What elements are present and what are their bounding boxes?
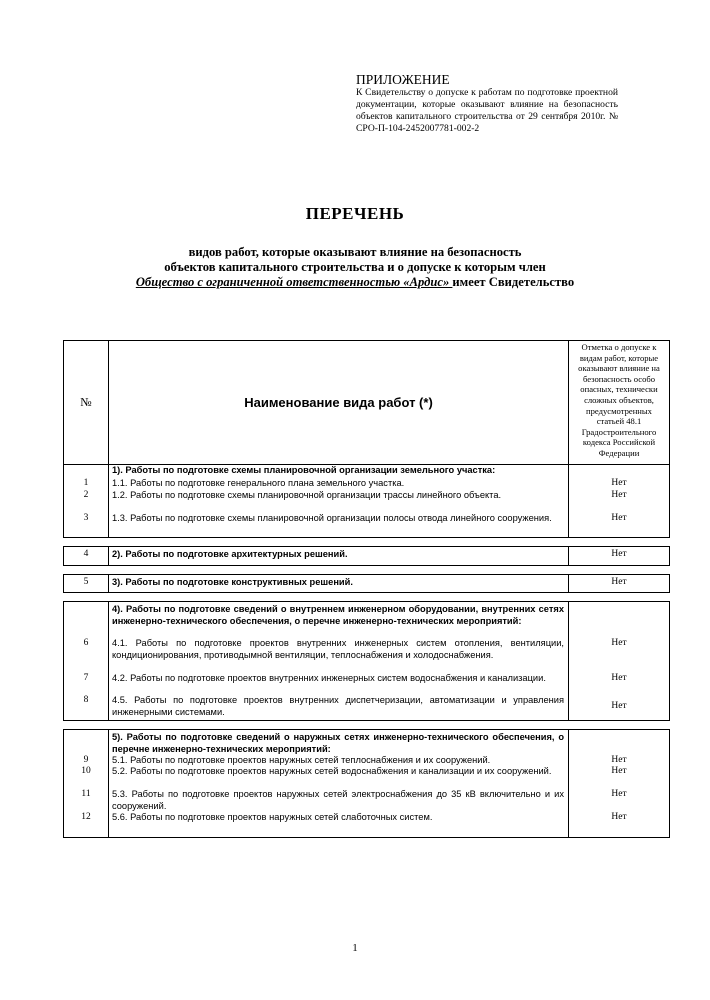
header-name: Наименование вида работ (*) — [109, 341, 569, 465]
item-text: 1.2. Работы по подготовке схемы планировочной организации трассы линейного объекта. — [112, 489, 502, 500]
table-row — [64, 465, 670, 538]
group-1-name-cell — [109, 465, 569, 538]
header-mark: Отметка о допуске к видам работ, которые оказывают влияние на безопасность особо опасных, технически сложных объектов, предусмотренных статьей 48.1 Градостроительного кодекса Российской Федерации — [569, 341, 670, 465]
group-4-mark-cell — [569, 602, 670, 721]
item-text: 4.1. Работы по подготовке проектов внутренних инженерных систем отопления, вентиляции, кондиционирования, противодымной вентиляции, теплоснабжения и холодоснабжения. — [112, 638, 564, 660]
group-1-mark-cell — [569, 465, 670, 538]
row-mark: Нет — [611, 638, 627, 649]
row-mark: Нет — [611, 512, 627, 523]
organization-name: Общество с ограниченной ответственностью «Ардис» — [135, 275, 453, 289]
row-num: 8 — [83, 695, 89, 706]
row-num: 11 — [81, 789, 91, 800]
table-header-row — [64, 341, 670, 465]
row-mark: Нет — [611, 701, 627, 712]
row-num: 1 — [83, 478, 89, 489]
group-5-num-cell — [64, 730, 109, 838]
row-mark: Нет — [611, 811, 627, 822]
heading-line-3 — [40, 275, 670, 290]
group-title: 2). Работы по подготовке архитектурных решений. — [112, 549, 348, 560]
item-text: 1.1. Работы по подготовке генерального плана земельного участка. — [112, 478, 405, 489]
item-text: 5.3. Работы по подготовке проектов наружных сетей электроснабжения до 35 кВ включительно и их сооружений. — [112, 789, 564, 811]
item-text: 5.1. Работы по подготовке проектов наружных сетей теплоснабжения и их сооружений. — [112, 754, 491, 765]
row-num: 4 — [83, 549, 89, 560]
row-mark: Нет — [611, 754, 627, 765]
table-row — [64, 547, 670, 565]
table-row — [64, 574, 670, 592]
row-num: 2 — [83, 489, 89, 500]
group-5-mark-cell — [569, 730, 670, 838]
table-row — [64, 730, 670, 838]
item-text: 1.3. Работы по подготовке схемы планировочной организации полосы отвода линейного сооружения. — [112, 512, 552, 523]
heading-line-1: видов работ, которые оказывают влияние на безопасность — [188, 245, 522, 259]
header-num: № — [64, 341, 109, 465]
group-title: 1). Работы по подготовке схемы планировочной организации земельного участка: — [112, 465, 496, 475]
row-num: 9 — [83, 754, 89, 765]
item-text: 4.2. Работы по подготовке проектов внутренних инженерных систем водоснабжения и канализации. — [112, 672, 546, 683]
document-heading — [40, 245, 670, 290]
item-text: 4.5. Работы по подготовке проектов внутренних диспетчеризации, автоматизации и управления инженерными системами. — [112, 695, 564, 717]
group-title: 3). Работы по подготовке конструктивных решений. — [112, 576, 353, 587]
row-num: 6 — [83, 638, 89, 649]
item-text: 5.2. Работы по подготовке проектов наружных сетей водоснабжения и канализации и их сооружений. — [112, 766, 552, 777]
group-5-name-cell — [109, 730, 569, 838]
page-number: 1 — [352, 942, 358, 954]
heading-line-2: объектов капитального строительства и о допуске к которым член — [164, 260, 546, 274]
group-4-name-cell — [109, 602, 569, 721]
appendix-block — [356, 72, 618, 135]
row-mark: Нет — [611, 672, 627, 683]
row-num: 7 — [83, 672, 89, 683]
heading-line-3-tail: имеет Свидетельство — [452, 275, 575, 289]
document-title: ПЕРЕЧЕНЬ — [305, 204, 405, 223]
group-4-num-cell — [64, 602, 109, 721]
table-row — [64, 602, 670, 721]
works-table — [63, 340, 670, 838]
appendix-subtitle: К Свидетельству о допуске к работам по подготовке проектной документации, которые оказывают влияние на безопасность объектов капитального строительства от 29 сентября 2010г. № СРО-П-104-2452007781-002-2 — [356, 87, 618, 134]
row-mark: Нет — [611, 489, 627, 500]
item-text: 5.6. Работы по подготовке проектов наружных сетей слаботочных систем. — [112, 811, 433, 822]
row-mark: Нет — [611, 478, 627, 489]
row-mark: Нет — [611, 766, 627, 777]
row-num: 10 — [81, 766, 91, 777]
group-1-num-cell — [64, 465, 109, 538]
row-mark: Нет — [611, 549, 627, 560]
row-num: 3 — [83, 512, 89, 523]
row-num: 5 — [83, 576, 89, 587]
row-num: 12 — [81, 811, 91, 822]
row-mark: Нет — [611, 576, 627, 587]
group-title: 4). Работы по подготовке сведений о внутреннем инженерном оборудовании, внутренних сетях инженерно-технического обеспечения, о перечне инженерно-технических мероприятий: — [112, 604, 564, 626]
row-mark: Нет — [611, 789, 627, 800]
appendix-heading: ПРИЛОЖЕНИЕ — [356, 72, 450, 87]
group-title: 5). Работы по подготовке сведений о наружных сетях инженерно-технического обеспечения, о перечне инженерно-технических мероприятий: — [112, 732, 564, 754]
